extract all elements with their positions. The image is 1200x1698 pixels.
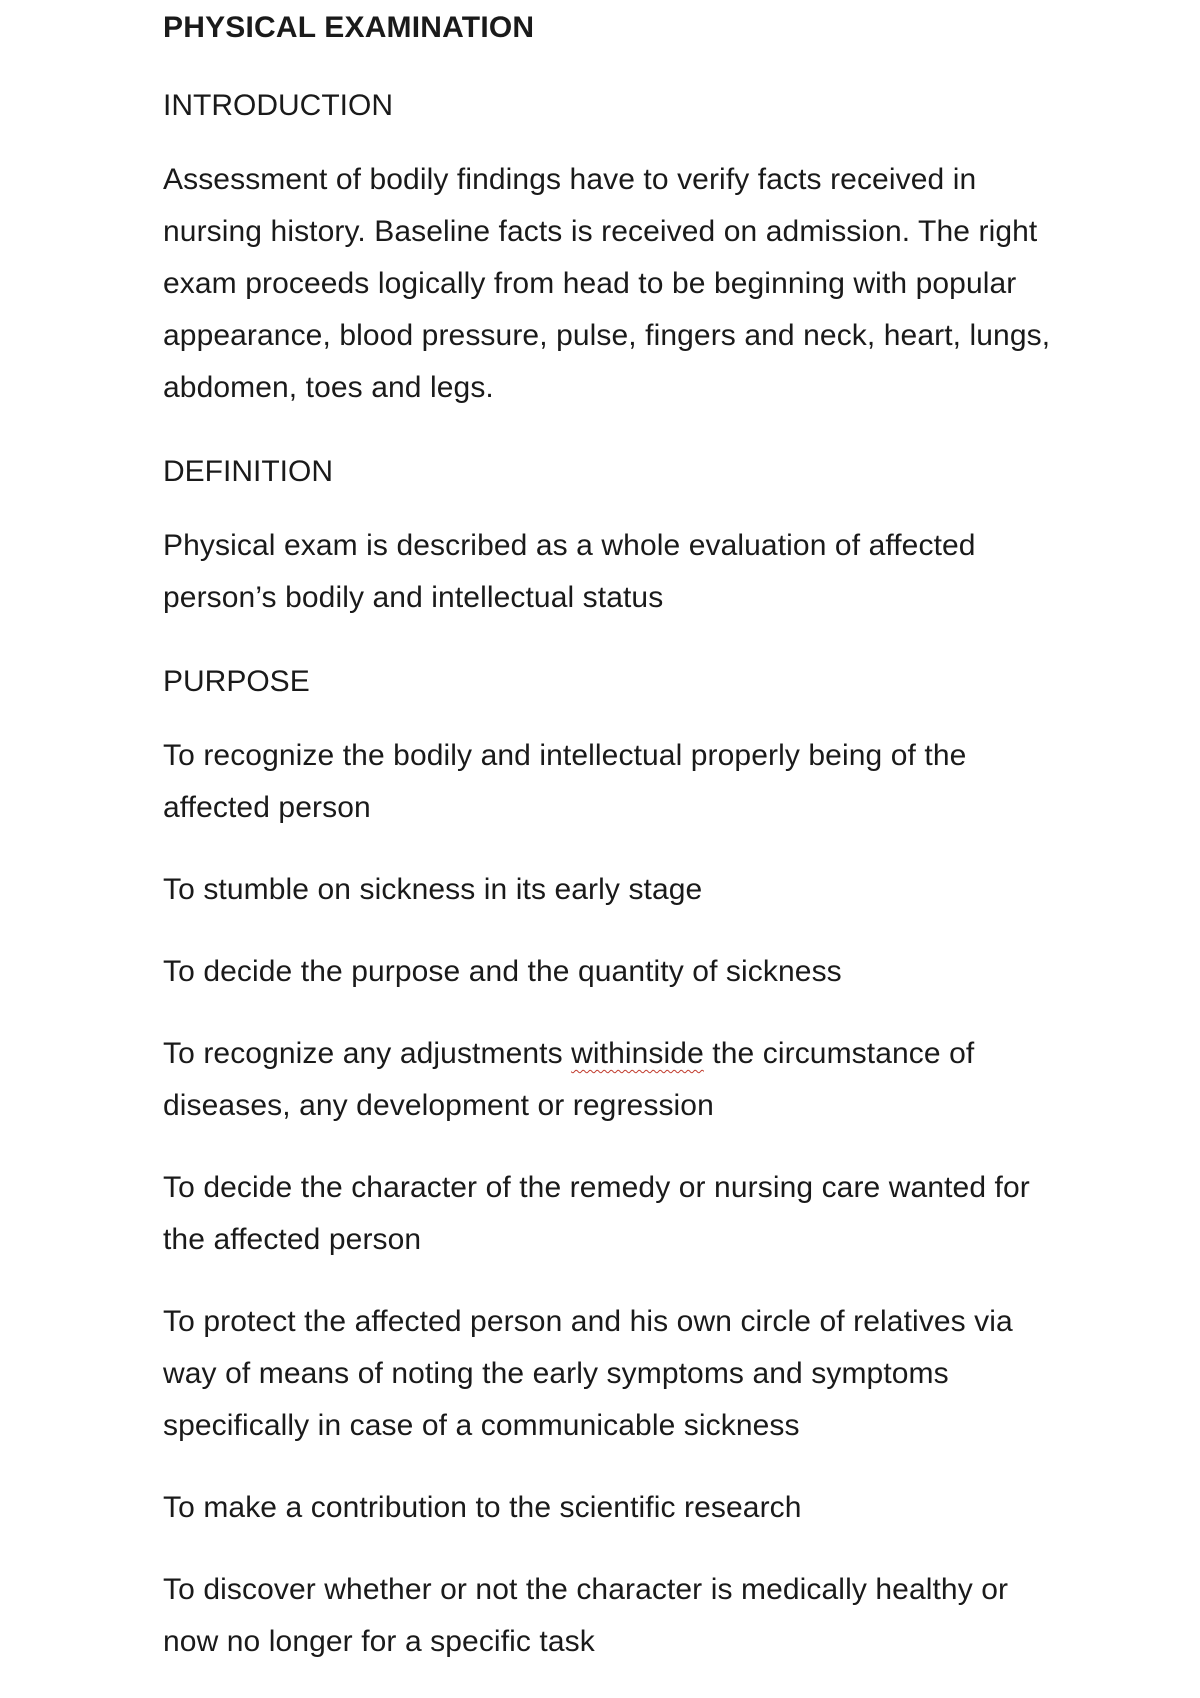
purpose-item: To decide the purpose and the quantity of sickness <box>163 955 842 988</box>
purpose-item: To decide the character of the remedy or nursing care wanted for the affected person <box>163 1171 1030 1256</box>
introduction-paragraph: Assessment of bodily findings have to verify facts received in nursing history. Baseline facts is received on admission. The right exam proceeds logically from head to be beginning with popular appearance, blood pressure, pulse, fingers and neck, heart, lungs, abdomen, toes and legs. <box>163 163 1051 404</box>
purpose-item: To recognize the bodily and intellectual properly being of the affected person <box>163 739 967 824</box>
section-heading-introduction: INTRODUCTION <box>163 89 393 122</box>
purpose-item: To protect the affected person and his own circle of relatives via way of means of noting the early symptoms and symptoms specifically in case of a communicable sickness <box>163 1305 1013 1442</box>
document-title: PHYSICAL EXAMINATION <box>163 11 535 44</box>
purpose-item-text-end: the circumstance of diseases, any development or regression <box>163 1037 975 1122</box>
section-heading-purpose: PURPOSE <box>163 665 310 698</box>
section-heading-definition: DEFINITION <box>163 455 333 488</box>
purpose-item: To discover whether or not the character is medically healthy or now no longer for a specific task <box>163 1573 1009 1658</box>
purpose-item: To stumble on sickness in its early stage <box>163 873 703 906</box>
purpose-item: To make a contribution to the scientific research <box>163 1491 802 1524</box>
document-page <box>163 8 1063 1668</box>
spelling-flagged-word[interactable]: withinside <box>571 1037 704 1070</box>
definition-paragraph: Physical exam is described as a whole evaluation of affected person’s bodily and intellectual status <box>163 529 976 614</box>
purpose-item-text-start: To recognize any adjustments <box>163 1037 572 1070</box>
purpose-item <box>163 1028 1063 1132</box>
